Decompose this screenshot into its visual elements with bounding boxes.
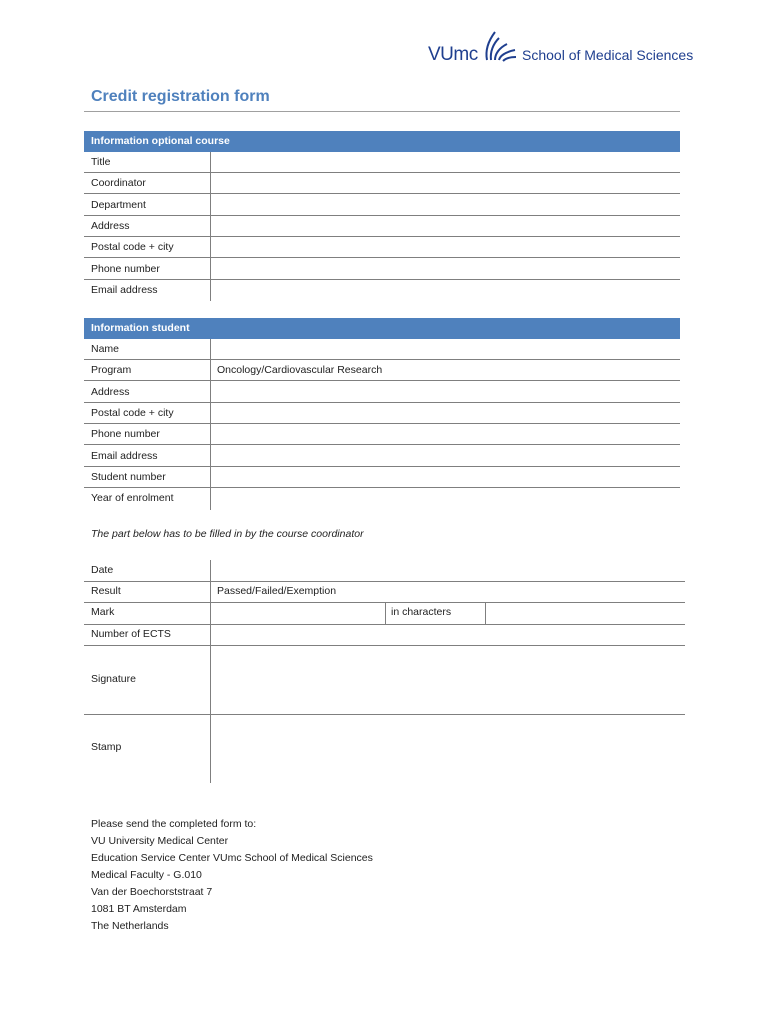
date-field[interactable]	[211, 561, 685, 581]
form-row-label: Department	[91, 198, 146, 211]
form-row-label: Address	[91, 219, 130, 232]
form-row	[84, 280, 680, 301]
form-row	[84, 488, 680, 509]
mark-chars-field[interactable]	[486, 604, 685, 624]
form-row-label: Email address	[91, 449, 158, 462]
stamp-label: Stamp	[91, 741, 122, 753]
mark-label: Mark	[91, 606, 115, 618]
form-row-label: Address	[91, 385, 130, 398]
date-label: Date	[91, 564, 114, 576]
form-row	[84, 446, 680, 467]
address-line: 1081 BT Amsterdam	[91, 903, 187, 915]
form-row-field[interactable]	[217, 259, 677, 279]
form-row-label: Phone number	[91, 262, 160, 275]
address-line: Education Service Center VUmc School of Medical Sciences	[91, 852, 373, 864]
send-to-intro: Please send the completed form to:	[91, 818, 257, 830]
form-row-field[interactable]	[217, 280, 677, 300]
form-row-field[interactable]	[217, 403, 677, 423]
form-row-field[interactable]	[217, 339, 677, 359]
form-row	[84, 424, 680, 445]
form-row-field[interactable]	[217, 216, 677, 236]
form-row-label: Postal code + city	[91, 406, 174, 419]
mark-divider	[385, 603, 386, 624]
stamp-field[interactable]	[211, 716, 685, 783]
ects-field[interactable]	[211, 626, 685, 645]
signature-label: Signature	[91, 673, 136, 685]
address-line: Medical Faculty - G.010	[91, 869, 202, 881]
form-row	[84, 173, 680, 194]
form-row-field[interactable]	[217, 173, 677, 193]
form-row-label: Name	[91, 343, 120, 355]
logo-brand: VUmc	[428, 44, 478, 65]
form-row-label: Postal code + city	[91, 241, 174, 254]
form-row-label: Student number	[91, 470, 166, 483]
mark-field[interactable]	[211, 604, 384, 624]
form-row	[84, 216, 680, 237]
student-section-header: Information student	[84, 318, 680, 339]
form-row	[84, 382, 680, 403]
form-row	[84, 237, 680, 258]
signature-field[interactable]	[211, 647, 685, 714]
ects-label: Number of ECTS	[91, 628, 171, 640]
vumc-swoosh-icon	[481, 30, 517, 64]
address-line: Van der Boechorststraat 7	[91, 886, 213, 898]
form-row-label: Coordinator	[91, 177, 146, 190]
form-row	[84, 339, 680, 360]
form-row	[84, 152, 680, 173]
form-row-label: Phone number	[91, 428, 160, 441]
form-row-field[interactable]: Oncology/Cardiovascular Research	[217, 364, 383, 377]
page-title: Credit registration form	[91, 88, 270, 105]
form-row-label: Program	[91, 364, 132, 377]
form-row-field[interactable]	[217, 237, 677, 257]
form-row-label: Year of enrolment	[91, 492, 174, 505]
form-row	[84, 467, 680, 488]
form-row-field[interactable]	[217, 424, 677, 444]
form-row-field[interactable]	[217, 488, 677, 508]
form-row-field[interactable]	[217, 467, 677, 487]
title-divider	[84, 111, 680, 112]
form-row	[84, 259, 680, 280]
mark-chars-label: in characters	[391, 606, 452, 618]
form-row-field[interactable]	[217, 152, 677, 172]
form-row-field[interactable]	[217, 382, 677, 402]
result-label: Result	[91, 585, 121, 597]
form-row-field[interactable]	[217, 446, 677, 466]
form-row-label: Email address	[91, 283, 158, 296]
form-row-field[interactable]	[217, 195, 677, 215]
form-row-label: Title	[91, 156, 111, 168]
form-row	[84, 195, 680, 216]
address-line: The Netherlands	[91, 920, 169, 932]
result-row	[84, 582, 685, 603]
coordinator-note: The part below has to be filled in by the course coordinator	[91, 528, 364, 540]
logo-school-name: School of Medical Sciences	[522, 47, 694, 63]
form-row	[84, 360, 680, 381]
course-section-header: Information optional course	[84, 131, 680, 152]
form-row	[84, 403, 680, 424]
address-line: VU University Medical Center	[91, 835, 229, 847]
result-value[interactable]: Passed/Failed/Exemption	[217, 585, 337, 597]
